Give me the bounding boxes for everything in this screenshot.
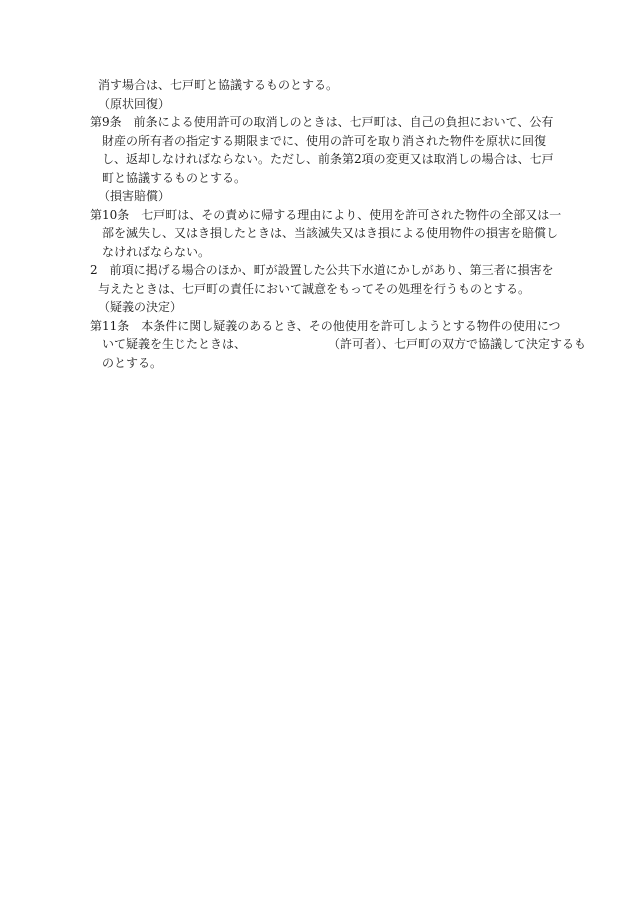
- article-caption-doubt-resolution: （疑義の決定）: [98, 300, 183, 314]
- text-line: 部を滅失し、又はき損したときは、当該滅失又はき損による使用物件の損害を賠償し: [102, 226, 559, 240]
- text-line: し、返却しなければならない。ただし、前条第2項の変更又は取消しの場合は、七戸: [102, 152, 554, 166]
- text-line: 与えたときは、七戸町の責任において誠意をもってその処理を行うものとする。: [98, 281, 531, 296]
- article-caption-damages: （損害賠償）: [98, 189, 171, 203]
- text-line: 消す場合は、七戸町と協議するものとする。: [98, 78, 339, 92]
- document-body: [90, 76, 587, 372]
- text-line: のとする。: [102, 355, 163, 370]
- text-line: 財産の所有者の指定する期限までに、使用の許可を取り消された物件を原状に回復: [102, 133, 547, 148]
- text-line: なければならない。: [102, 244, 211, 259]
- article-10-first-line: 第10条 七戸町は、その責めに帰する理由により、使用を許可された物件の全部又は一: [90, 207, 562, 222]
- text-before-blank: いて疑義を生じたときは、: [102, 337, 247, 351]
- article-9-first-line: 第9条 前条による使用許可の取消しのときは、七戸町は、自己の負担において、公有: [90, 115, 554, 129]
- article-10-paragraph-2-first-line: 2 前項に掲げる場合のほか、町が設置した公共下水道にかしがあり、第三者に損害を: [90, 263, 554, 277]
- article-11-line-with-blank: [90, 335, 587, 354]
- article-11-first-line: 第11条 本条件に関し疑義のあるとき、その他使用を許可しようとする物件の使用につ: [90, 318, 561, 333]
- text-after-blank: （許可者）、七戸町の双方で協議して決定するも: [328, 337, 587, 351]
- article-caption-restoration: （原状回復）: [98, 96, 171, 111]
- text-line: 町と協議するものとする。: [102, 170, 247, 185]
